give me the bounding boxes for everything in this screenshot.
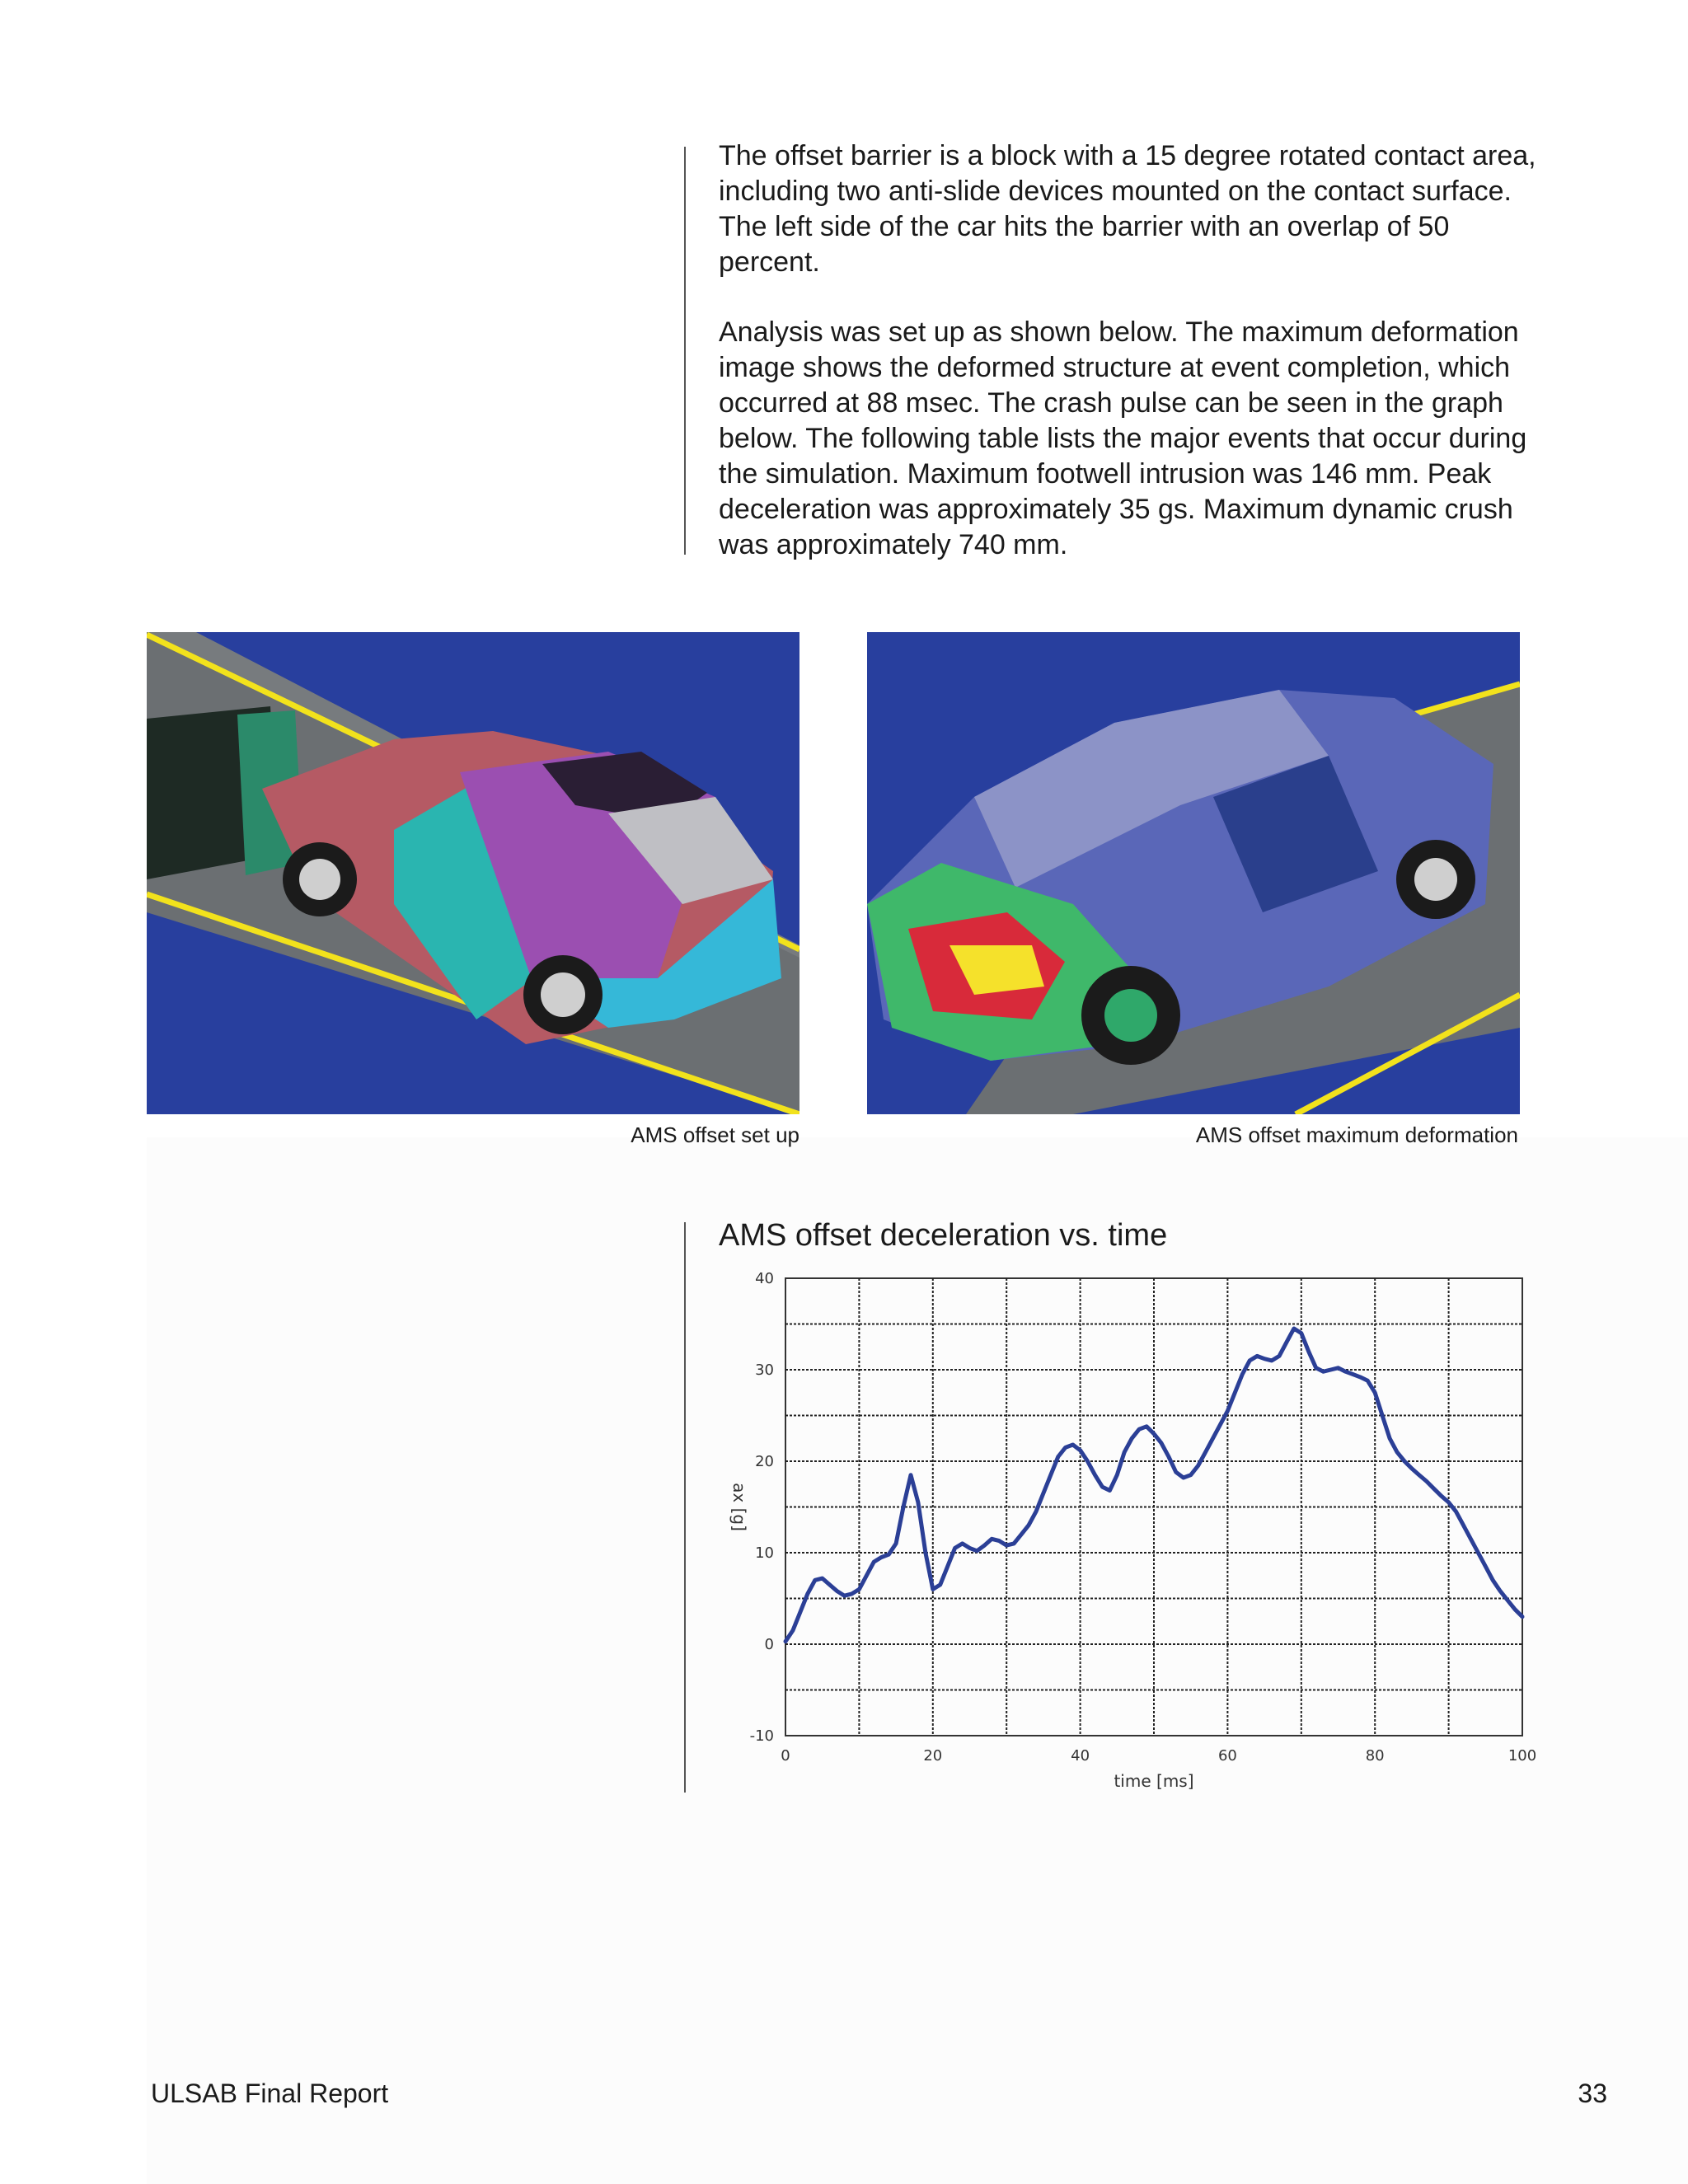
intro-paragraph-1: The offset barrier is a block with a 15 degree rotated contact area, including two anti-slide devices mounted on the contact surface. The left side of the car hits the barrier with an overlap of 50 percent. — [719, 140, 1536, 278]
intro-paragraph-2: Analysis was set up as shown below. The maximum deformation image shows the deformed structure at event completion, which occurred at 88 msec. The crash pulse can be seen in the graph below. The following table lists the major events that occur during the simulation. Maximum footwell intrusion was 146 mm. Peak deceleration was approximately 35 gs. Maximum dynamic crush was approximately 740 mm. — [719, 316, 1527, 560]
chart-y-ticks — [750, 1270, 774, 1745]
y-tick-label: 40 — [755, 1270, 774, 1287]
intro-text — [719, 138, 1543, 598]
chart-x-ticks — [781, 1747, 1536, 1765]
setup-render-image — [147, 632, 799, 1114]
y-tick-label: 10 — [755, 1544, 774, 1562]
deformation-render — [867, 632, 1520, 1114]
x-tick-label: 80 — [1365, 1747, 1385, 1765]
y-tick-label: 20 — [755, 1453, 774, 1470]
y-tick-label: 0 — [764, 1636, 774, 1653]
setup-render — [147, 632, 799, 1114]
x-axis-label: time [ms] — [1114, 1771, 1194, 1791]
x-tick-label: 100 — [1507, 1747, 1537, 1765]
deformation-caption: AMS offset maximum deformation — [1195, 1122, 1518, 1147]
footer-report-title: ULSAB Final Report — [151, 2079, 389, 2108]
y-tick-label: -10 — [749, 1727, 774, 1745]
x-tick-label: 60 — [1217, 1747, 1237, 1765]
setup-caption: AMS offset set up — [631, 1122, 799, 1147]
deformation-render-image — [867, 632, 1520, 1114]
y-tick-label: 30 — [755, 1361, 774, 1379]
column-rule-bottom — [684, 1222, 686, 1793]
deceleration-chart — [709, 1269, 1541, 1797]
y-axis-label: ax [g] — [729, 1483, 749, 1531]
chart-grid — [785, 1278, 1522, 1736]
x-tick-label: 0 — [781, 1747, 790, 1765]
footer-page-number: 33 — [1578, 2079, 1607, 2108]
chart-title: AMS offset deceleration vs. time — [719, 1218, 1168, 1253]
x-tick-label: 20 — [923, 1747, 943, 1765]
column-rule-top — [684, 147, 686, 555]
x-tick-label: 40 — [1071, 1747, 1090, 1765]
